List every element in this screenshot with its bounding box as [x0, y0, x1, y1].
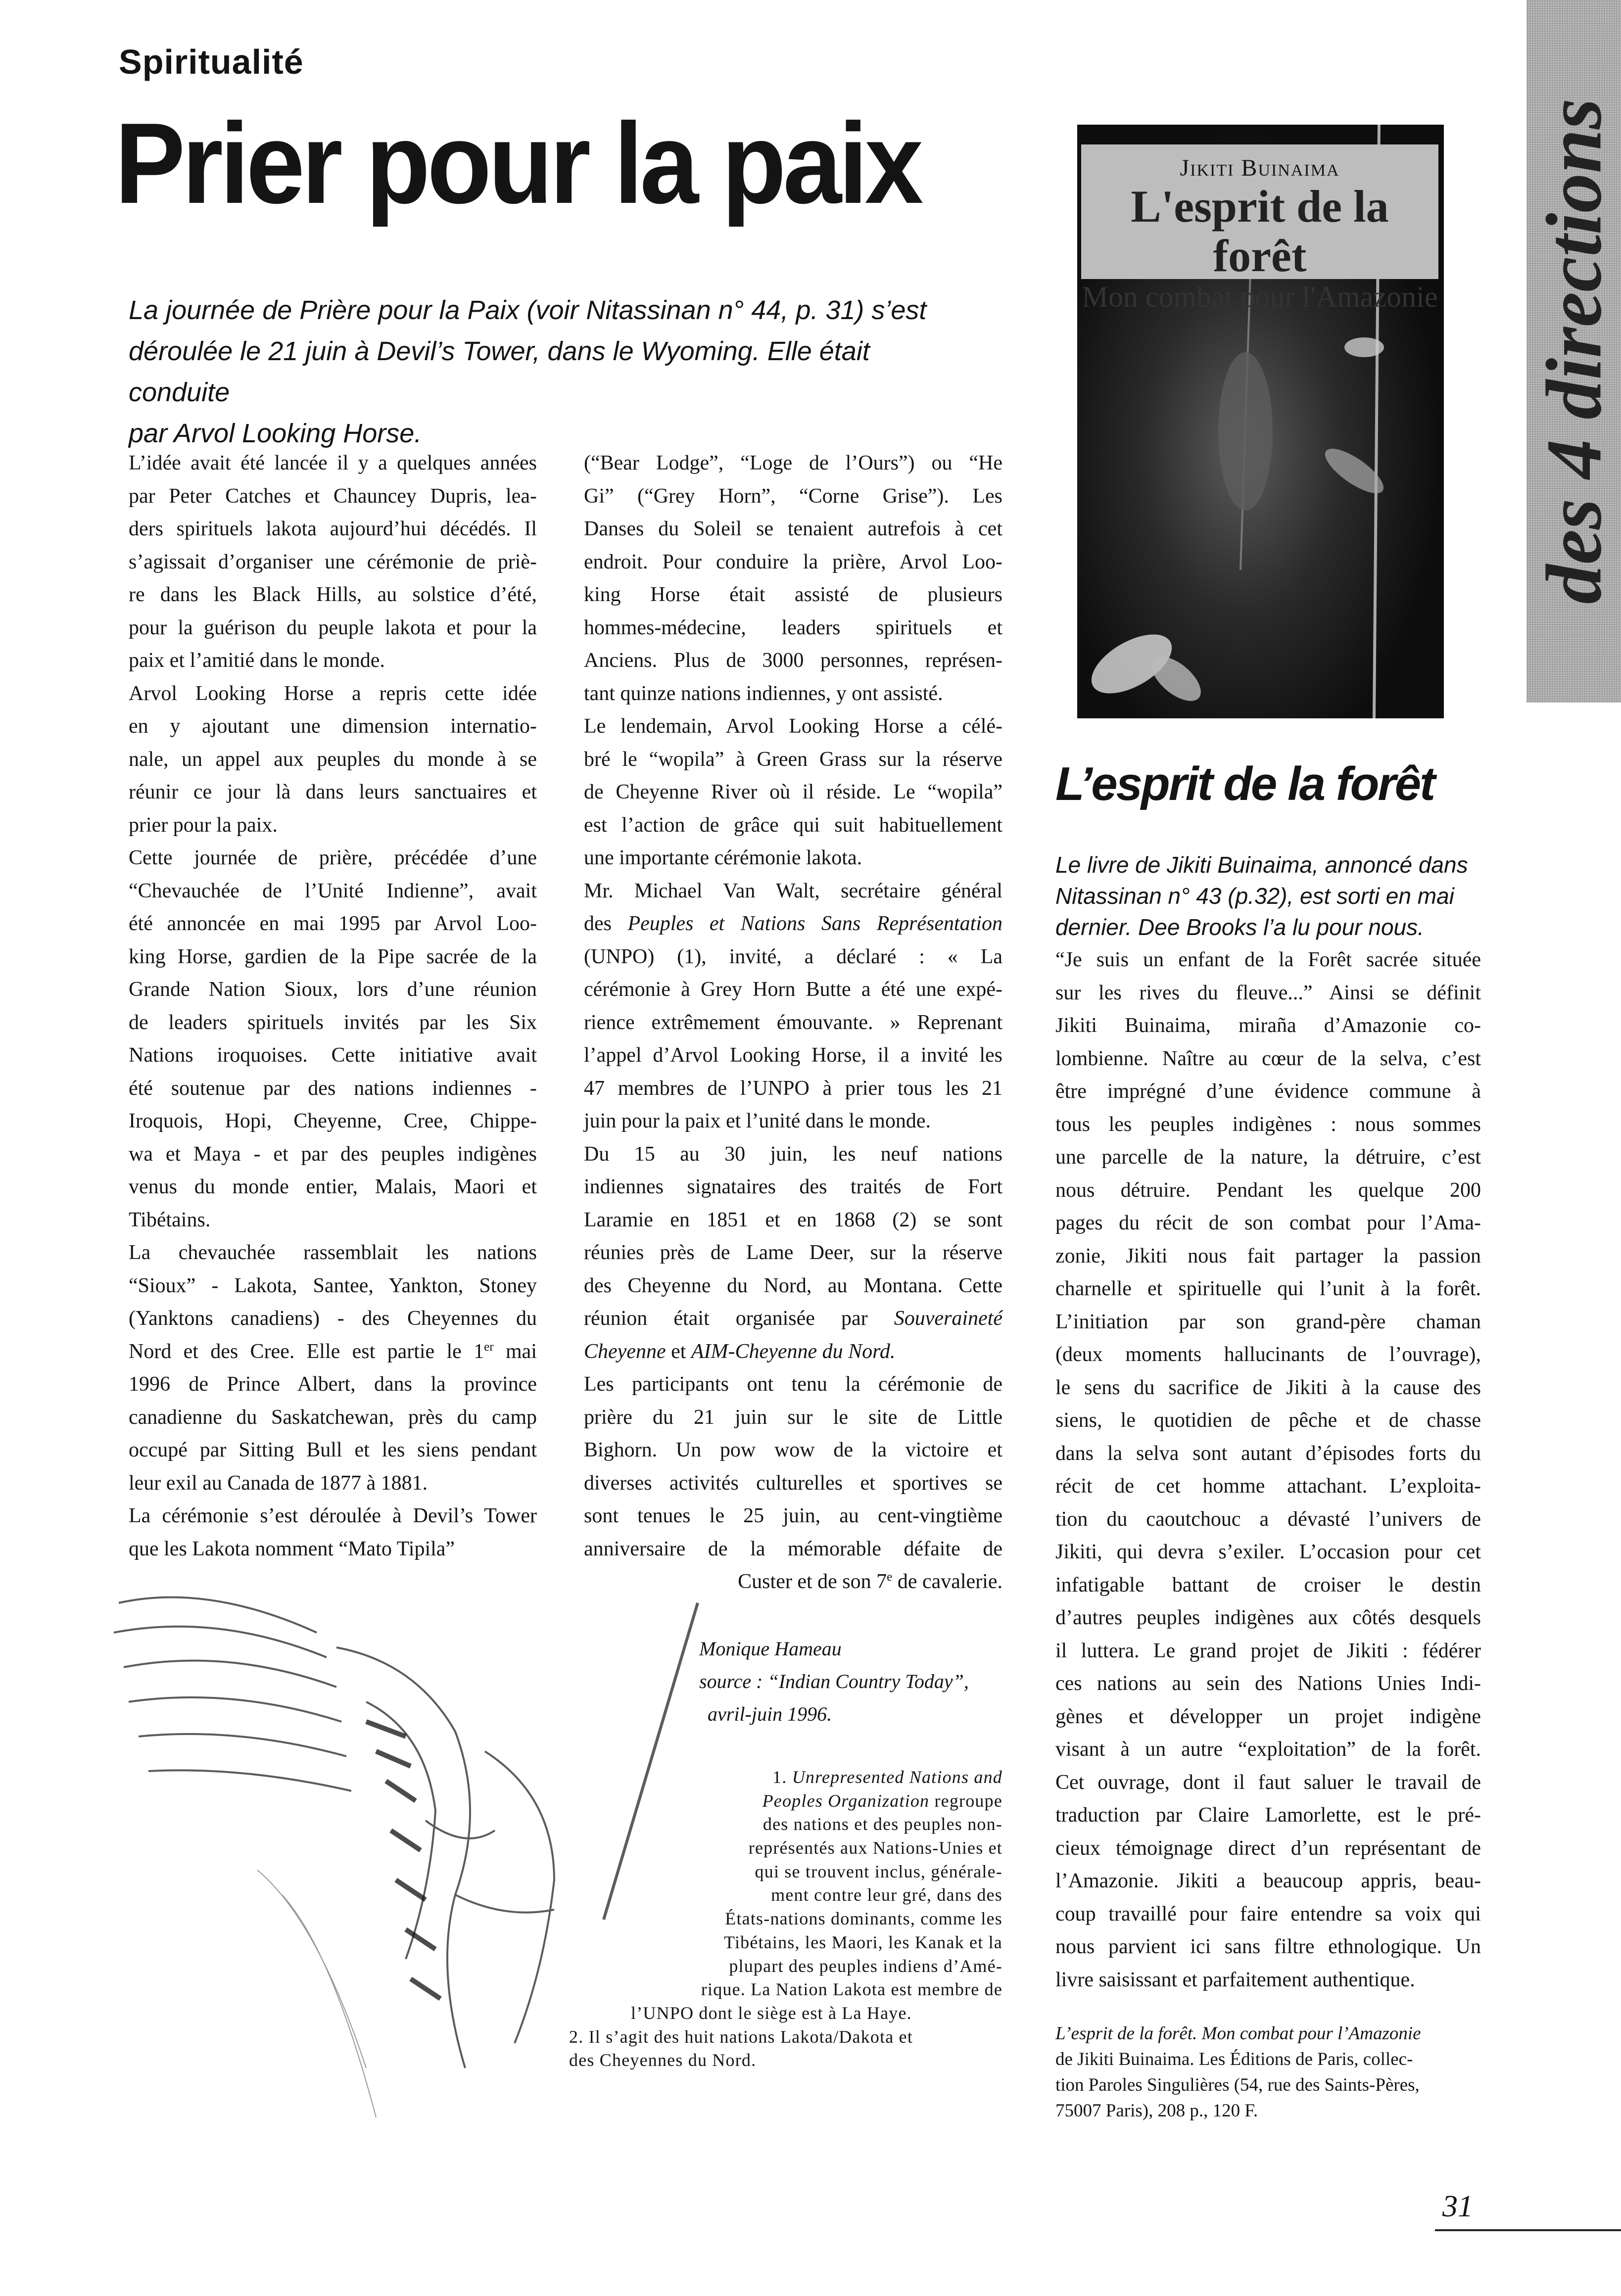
text-run: prier pour la paix. [129, 813, 278, 837]
text-run: Nations iroquoises. Cette initiative avait [129, 1044, 537, 1067]
text-run: lombienne. Naître au cœur de la selva, c’est [1055, 1047, 1481, 1070]
text-run: Cet ouvrage, dont il faut saluer le travail de [1055, 1771, 1481, 1794]
text-line [1055, 1569, 1481, 1602]
text-run: l’UNPO dont le siège est à La Haye. [631, 2003, 912, 2023]
text-run: une parcelle de la nature, la détruire, c’est [1055, 1146, 1481, 1169]
text-line [1055, 977, 1481, 1010]
text-line [1055, 1470, 1481, 1503]
footnote-line [569, 1907, 1002, 1931]
reference-line [1055, 2072, 1491, 2098]
text-line [584, 1499, 1002, 1533]
text-run: Jikiti, qui devra s’exiler. L’occasion pour cet [1055, 1541, 1481, 1563]
text-line [1055, 1075, 1481, 1108]
text-line [1055, 1865, 1481, 1898]
text-run: Bighorn. Un pow wow de la victoire et [584, 1439, 1002, 1461]
text-run: réunies près de Lame Deer, sur la réserve [584, 1241, 1002, 1264]
text-run: pages du récit de son combat pour l’Ama- [1055, 1212, 1481, 1234]
source-date: avril-juin 1996. [708, 1703, 832, 1725]
text-run: de leaders spirituels invités par les Six [129, 1011, 537, 1034]
superscript: er [484, 1340, 494, 1354]
text-line [584, 809, 1002, 842]
text-line [129, 578, 537, 611]
text-run: 1996 de Prince Albert, dans la province [129, 1373, 537, 1396]
text-line [584, 710, 1002, 743]
text-line [129, 1039, 537, 1072]
source: source : “Indian Country Today”, [699, 1670, 969, 1692]
text-line [129, 1434, 537, 1467]
text-line [1055, 1141, 1481, 1174]
footnote-line [569, 1931, 1002, 1955]
text-line [129, 1236, 537, 1269]
text-run: tion du caoutchouc a dévasté l’univers de [1055, 1507, 1481, 1531]
text-run: king Horse était assisté de plusieurs [584, 583, 1002, 606]
paragraph [129, 842, 537, 1236]
text-line [129, 1467, 537, 1500]
text-run: l’Amazonie. Jikiti a beaucoup appris, beau- [1055, 1870, 1481, 1892]
author-name: Monique Hameau [699, 1638, 842, 1660]
text-run: Mr. Michael Van Walt, secrétaire général [584, 879, 1002, 902]
page-number: 31 [1442, 2190, 1473, 2223]
text-run: bré le “wopila” à Green Grass sur la réserve [584, 748, 1002, 771]
text-line [584, 973, 1002, 1006]
text-line [1055, 1042, 1481, 1076]
text-run: (“Bear Lodge”, “Loge de l’Ours”) ou “He [584, 452, 1002, 474]
text-run: La chevauchée rassemblait les nations [129, 1241, 537, 1264]
text-run: s’agissait d’organiser une cérémonie de priè- [129, 550, 537, 573]
text-run: sont tenues le 25 juin, au cent-vingtième [584, 1504, 1002, 1527]
text-run: l’appel d’Arvol Looking Horse, il a invité les [584, 1044, 1002, 1067]
text-run: est l’action de grâce qui suit habituellement [584, 813, 1002, 837]
text-run: “Sioux” - Lakota, Santee, Yankton, Stoney [129, 1274, 537, 1297]
review-intro-line: Nitassinan n° 43 (p.32), est sorti en mai [1055, 883, 1454, 909]
cover-title: L'esprit de la forêt [1131, 181, 1389, 281]
text-line [1055, 1437, 1481, 1470]
text-run: Le lendemain, Arvol Looking Horse a célé- [584, 715, 1002, 738]
text-run: infatigable battant de croiser le destin [1055, 1573, 1481, 1596]
text-line [129, 611, 537, 645]
text-run: de Cheyenne River où il réside. Le “wopila” [584, 781, 1002, 803]
text-line [129, 842, 537, 875]
text-run: Gi” (“Grey Horn”, “Corne Grise”). Les [584, 484, 1002, 508]
text-run: Custer et de son 7 [738, 1570, 887, 1593]
text-line [1055, 1306, 1481, 1339]
text-line [584, 776, 1002, 809]
text-run: été soutenue par des nations indiennes - [129, 1077, 537, 1100]
text-line [584, 644, 1002, 677]
text-line [1055, 1272, 1481, 1306]
text-line [1055, 1799, 1481, 1832]
text-run: tion Paroles Singulières (54, rue des Saints-Pères, [1055, 2075, 1420, 2095]
text-run: nous parvient ici sans filtre ethnologique. Un [1055, 1935, 1481, 1958]
review-title: L’esprit de la forêt [1055, 757, 1434, 810]
text-run: nous détruire. Pendant les quelque 200 [1055, 1178, 1481, 1202]
text-run: Nord et des Cree. Elle est partie le 1 [129, 1340, 484, 1363]
reference-line [1055, 2021, 1491, 2047]
text-line [1055, 1371, 1481, 1405]
text-run: rience extrêmement émouvante. » Reprenant [584, 1011, 1002, 1034]
text-line [584, 1039, 1002, 1072]
section-label: Spiritualité [119, 43, 304, 81]
text-line [584, 743, 1002, 776]
text-run: Tibétains. [129, 1208, 211, 1231]
text-run: être imprégné d’une évidence commune à [1055, 1080, 1481, 1103]
footnote-line [569, 1860, 1002, 1884]
text-line [129, 743, 537, 776]
cover-author: Jikiti Buinaima [1180, 155, 1340, 181]
text-line [584, 677, 1002, 710]
italic-text: Cheyenne [584, 1340, 666, 1363]
section-side-tab [1526, 0, 1621, 703]
footnote-line [569, 1813, 1002, 1836]
text-run: Grande Nation Sioux, lors d’une réunion [129, 978, 537, 1001]
article-intro [129, 290, 970, 454]
paragraph [584, 875, 1002, 1138]
text-run: “Chevauchée de l’Unité Indienne”, avait [129, 879, 537, 902]
text-run: cieux témoignage direct d’un représentant de [1055, 1836, 1481, 1860]
text-line [584, 1269, 1002, 1303]
italic-text: Peuples et Nations Sans Représentation [627, 912, 1002, 935]
text-line [129, 546, 537, 579]
text-line [129, 447, 537, 480]
text-run: de Jikiti Buinaima. Les Éditions de Paris, collec- [1055, 2049, 1413, 2069]
footnote-line [569, 2025, 1002, 2049]
text-line [129, 677, 537, 710]
text-line [1055, 1964, 1481, 1997]
text-line [1055, 1503, 1481, 1536]
text-line [129, 1533, 537, 1566]
text-run: Iroquois, Hopi, Cheyenne, Cree, Chippe- [129, 1110, 537, 1132]
text-line [584, 1204, 1002, 1237]
text-line [129, 940, 537, 974]
text-line [584, 1072, 1002, 1105]
text-run: venus du monde entier, Malais, Maori et [129, 1175, 537, 1198]
text-run: ces nations au sein des Nations Unies Indi- [1055, 1672, 1481, 1695]
footnote-line [569, 1883, 1002, 1907]
superscript: e [887, 1570, 893, 1584]
text-line [584, 842, 1002, 875]
paragraph [584, 1138, 1002, 1368]
reference-line [1055, 2047, 1491, 2072]
text-run: Cette journée de prière, précédée d’une [129, 846, 537, 869]
text-run: zonie, Jikiti nous fait partager la passion [1055, 1244, 1481, 1267]
text-run: canadienne du Saskatchewan, près du camp [129, 1406, 537, 1429]
text-run: hommes-médecine, leaders spirituels et [584, 616, 1002, 639]
text-run: anniversaire de la mémorable défaite de [584, 1537, 1002, 1560]
article-column-2 [584, 447, 1002, 1598]
text-run: wa et Maya - et par des peuples indigènes [129, 1142, 537, 1166]
text-line [584, 1236, 1002, 1269]
text-line [1055, 1174, 1481, 1207]
text-line [584, 1401, 1002, 1434]
text-run: (UNPO) (1), invité, a déclaré : « La [584, 945, 1002, 968]
text-run: réunir ce jour là dans leurs sanctuaires et [129, 781, 537, 803]
text-line [1055, 1733, 1481, 1766]
text-line [1055, 1832, 1481, 1865]
text-run: une importante cérémonie lakota. [584, 846, 862, 869]
text-run: Les participants ont tenu la cérémonie de [584, 1373, 1002, 1396]
text-line [1055, 1404, 1481, 1437]
text-line [129, 710, 537, 743]
intro-line: déroulée le 21 juin à Devil’s Tower, dans le Wyoming. Elle était conduite [129, 336, 870, 407]
text-run: tant quinze nations indiennes, y ont assisté. [584, 682, 943, 705]
text-run: tous les peuples indigènes : nous sommes [1055, 1113, 1481, 1136]
side-tab-label: des 4 directions [1529, 98, 1618, 605]
text-line [129, 1499, 537, 1533]
text-run: que les Lakota nomment “Mato Tipila” [129, 1537, 455, 1560]
page-number-rule [1435, 2229, 1621, 2231]
text-run: 2. Il s’agit des huit nations Lakota/Dakota et [569, 2026, 913, 2047]
italic-text: Peoples Organization [762, 1790, 930, 1811]
text-line [1055, 1766, 1481, 1799]
text-line [1055, 1536, 1481, 1569]
footnote-line [569, 1789, 1002, 1813]
text-run: et [666, 1340, 691, 1363]
text-run: pour la guérison du peuple lakota et pour la [129, 616, 537, 639]
text-run: gènes et développer un projet indigène [1055, 1705, 1481, 1728]
text-run: leur exil au Canada de 1877 à 1881. [129, 1471, 428, 1495]
text-line [584, 611, 1002, 645]
text-run: en y ajoutant une dimension internatio- [129, 715, 537, 738]
text-line [129, 1171, 537, 1204]
text-line [584, 1171, 1002, 1204]
text-line [584, 546, 1002, 579]
text-line [584, 940, 1002, 974]
text-run: 1. [772, 1767, 792, 1787]
text-run: re dans les Black Hills, au solstice d’été, [129, 583, 537, 606]
text-run: Anciens. Plus de 3000 personnes, représen- [584, 649, 1002, 672]
text-line [584, 1467, 1002, 1500]
text-run: rique. La Nation Lakota est membre de [701, 1979, 1002, 2000]
text-line [129, 480, 537, 513]
text-line [1055, 1667, 1481, 1700]
footnote-line [569, 1955, 1002, 1978]
text-line [129, 1138, 537, 1171]
paragraph [584, 710, 1002, 875]
review-intro-line: Le livre de Jikiti Buinaima, annoncé dans [1055, 852, 1468, 878]
text-line [129, 1302, 537, 1335]
text-run: des [584, 912, 628, 935]
review-intro [1055, 849, 1501, 943]
text-run: occupé par Sitting Bull et les siens pendant [129, 1439, 537, 1461]
text-run: par Peter Catches et Chauncey Dupris, lea- [129, 484, 537, 508]
text-line [584, 1533, 1002, 1566]
text-line [129, 973, 537, 1006]
text-line [129, 776, 537, 809]
text-line [584, 480, 1002, 513]
text-run: diverses activités culturelles et sportives se [584, 1471, 1002, 1495]
text-line [129, 1401, 537, 1434]
footnote-line [569, 1836, 1002, 1860]
text-line [584, 1368, 1002, 1401]
text-line [129, 1105, 537, 1138]
text-run: Danses du Soleil se tenaient autrefois à cet [584, 517, 1002, 540]
text-run: (deux moments hallucinants de l’ouvrage), [1055, 1343, 1481, 1366]
text-run: 47 membres de l’UNPO à prier tous les 21 [584, 1077, 1002, 1100]
reference-line [1055, 2098, 1491, 2124]
text-run: siens, le quotidien de pêche et de chasse [1055, 1409, 1481, 1432]
text-run: des nations et des peuples non- [763, 1814, 1002, 1834]
text-run: Arvol Looking Horse a repris cette idée [129, 682, 537, 705]
text-line [1055, 1338, 1481, 1371]
text-line [129, 875, 537, 908]
text-run: il luttera. Le grand projet de Jikiti : fédérer [1055, 1639, 1481, 1662]
text-line [584, 1434, 1002, 1467]
article-title: Prier pour la paix [115, 99, 920, 228]
text-run: coup travaillé pour faire entendre sa voix qui [1055, 1902, 1481, 1925]
footnote-line [569, 2002, 1002, 2025]
text-line [129, 1368, 537, 1401]
text-run: “Je suis un enfant de la Forêt sacrée située [1055, 948, 1481, 971]
text-run: récit de cet homme attachant. L’exploita- [1055, 1475, 1481, 1498]
text-run: ders spirituels lakota aujourd’hui décédés. Il [129, 517, 537, 540]
text-line [584, 875, 1002, 908]
paragraph [129, 677, 537, 842]
text-line [1055, 1930, 1481, 1964]
text-line [129, 907, 537, 940]
text-line [584, 1105, 1002, 1138]
text-run: juin pour la paix et l’unité dans le monde. [584, 1110, 931, 1132]
text-run: L’idée avait été lancée il y a quelques années [129, 452, 537, 474]
text-line [129, 513, 537, 546]
footnote-line [569, 1766, 1002, 1789]
text-run: (Yanktons canadiens) - des Cheyennes du [129, 1307, 537, 1330]
intro-line: La journée de Prière pour la Paix (voir Nitassinan n° 44, p. 31) s’est [129, 295, 927, 325]
book-cover-image [1077, 125, 1444, 718]
review-body [1055, 943, 1481, 1996]
text-run: Jikiti Buinaima, miraña d’Amazonie co- [1055, 1014, 1481, 1037]
text-line [129, 644, 537, 677]
text-line [1055, 1898, 1481, 1931]
text-run: de cavalerie. [892, 1570, 1002, 1593]
paragraph [1055, 943, 1481, 1996]
italic-text: Unrepresented Nations and [792, 1767, 1002, 1787]
text-run: plupart des peuples indiens d’Amé- [729, 1956, 1002, 1976]
text-run: king Horse, gardien de la Pipe sacrée de la [129, 945, 537, 968]
text-run: endroit. Pour conduire la prière, Arvol Loo- [584, 550, 1002, 573]
text-run: 75007 Paris), 208 p., 120 F. [1055, 2101, 1258, 2121]
text-run: des Cheyennes du Nord. [569, 2050, 757, 2070]
text-line [129, 809, 537, 842]
italic-text: L’esprit de la forêt. Mon combat pour l’Amazonie [1055, 2023, 1421, 2044]
text-run: Laramie en 1851 et en 1868 (2) se sont [584, 1208, 1002, 1231]
text-line [1055, 1207, 1481, 1240]
text-run: d’autres peuples indigènes aux côtés desquels [1055, 1606, 1481, 1629]
text-run: qui se trouvent inclus, générale- [755, 1861, 1002, 1881]
text-line [584, 578, 1002, 611]
article-column-1 [129, 447, 537, 1565]
footnote-line [569, 1978, 1002, 2002]
text-run: mai [493, 1340, 537, 1363]
text-run: représentés aux Nations-Unies et [748, 1838, 1002, 1858]
text-run: regroupe [929, 1790, 1002, 1811]
paragraph [129, 1236, 537, 1499]
text-run: cérémonie à Grey Horn Butte a été une expé- [584, 978, 1002, 1001]
text-run: Tibétains, les Maori, les Kanak et la [724, 1932, 1002, 1952]
text-run: L’initiation par son grand-père chaman [1055, 1310, 1481, 1333]
text-run: été annoncée en mai 1995 par Arvol Loo- [129, 912, 537, 935]
text-line [129, 1204, 537, 1237]
text-line [1055, 1635, 1481, 1668]
cover-title-band [1081, 144, 1438, 313]
text-run: ment contre leur gré, dans des [771, 1885, 1002, 1905]
text-run: Du 15 au 30 juin, les neuf nations [584, 1142, 1002, 1166]
text-run: prière du 21 juin sur le site de Little [584, 1406, 1002, 1429]
article-byline [699, 1633, 969, 1731]
italic-text: AIM-Cheyenne du Nord. [691, 1340, 896, 1363]
book-reference [1055, 2021, 1491, 2124]
italic-text: Souveraineté [894, 1307, 1002, 1330]
text-line [129, 1072, 537, 1105]
text-line [584, 1006, 1002, 1039]
text-run: indiennes signataires des traités de Fort [584, 1175, 1002, 1198]
text-run: charnelle et spirituelle qui l’unit à la forêt. [1055, 1277, 1481, 1300]
text-line [584, 1302, 1002, 1335]
text-run: dans la selva sont autant d’épisodes forts du [1055, 1442, 1481, 1465]
cover-subtitle: Mon combat pour l'Amazonie [1082, 281, 1438, 313]
text-run: sur les rives du fleuve...” Ainsi se définit [1055, 981, 1481, 1004]
text-line [1055, 1601, 1481, 1635]
text-run: États-nations dominants, comme les [725, 1909, 1002, 1929]
review-intro-line: dernier. Dee Brooks l’a lu pour nous. [1055, 914, 1424, 940]
text-line [1055, 943, 1481, 977]
text-run: réunion était organisée par [584, 1307, 894, 1330]
text-run: livre saisissant et parfaitement authentique. [1055, 1968, 1415, 1991]
text-line [584, 1335, 1002, 1368]
footnote-line [569, 2049, 1002, 2072]
text-line [129, 1006, 537, 1039]
text-line [584, 447, 1002, 480]
footnotes [569, 1766, 1002, 2072]
text-line [584, 1138, 1002, 1171]
text-run: le sens du sacrifice de Jikiti à la cause des [1055, 1376, 1481, 1399]
paragraph [584, 447, 1002, 710]
text-run: paix et l’amitié dans le monde. [129, 649, 385, 672]
text-run: traduction par Claire Lamorlette, est le pré- [1055, 1804, 1481, 1827]
text-line [1055, 1240, 1481, 1273]
text-line [584, 513, 1002, 546]
paragraph [129, 447, 537, 677]
text-line [1055, 1700, 1481, 1734]
text-run: La cérémonie s’est déroulée à Devil’s Tower [129, 1504, 537, 1527]
text-line [129, 1269, 537, 1303]
text-run: visant à un autre “exploitation” de la forêt. [1055, 1738, 1481, 1761]
paragraph [584, 1368, 1002, 1598]
intro-line: par Arvol Looking Horse. [129, 419, 422, 448]
text-line [1055, 1009, 1481, 1042]
text-line [584, 907, 1002, 940]
paragraph [129, 1499, 537, 1565]
text-run: des Cheyenne du Nord, au Montana. Cette [584, 1274, 1002, 1297]
text-run: nale, un appel aux peuples du monde à se [129, 748, 537, 771]
text-line [129, 1335, 537, 1368]
text-line [1055, 1108, 1481, 1141]
